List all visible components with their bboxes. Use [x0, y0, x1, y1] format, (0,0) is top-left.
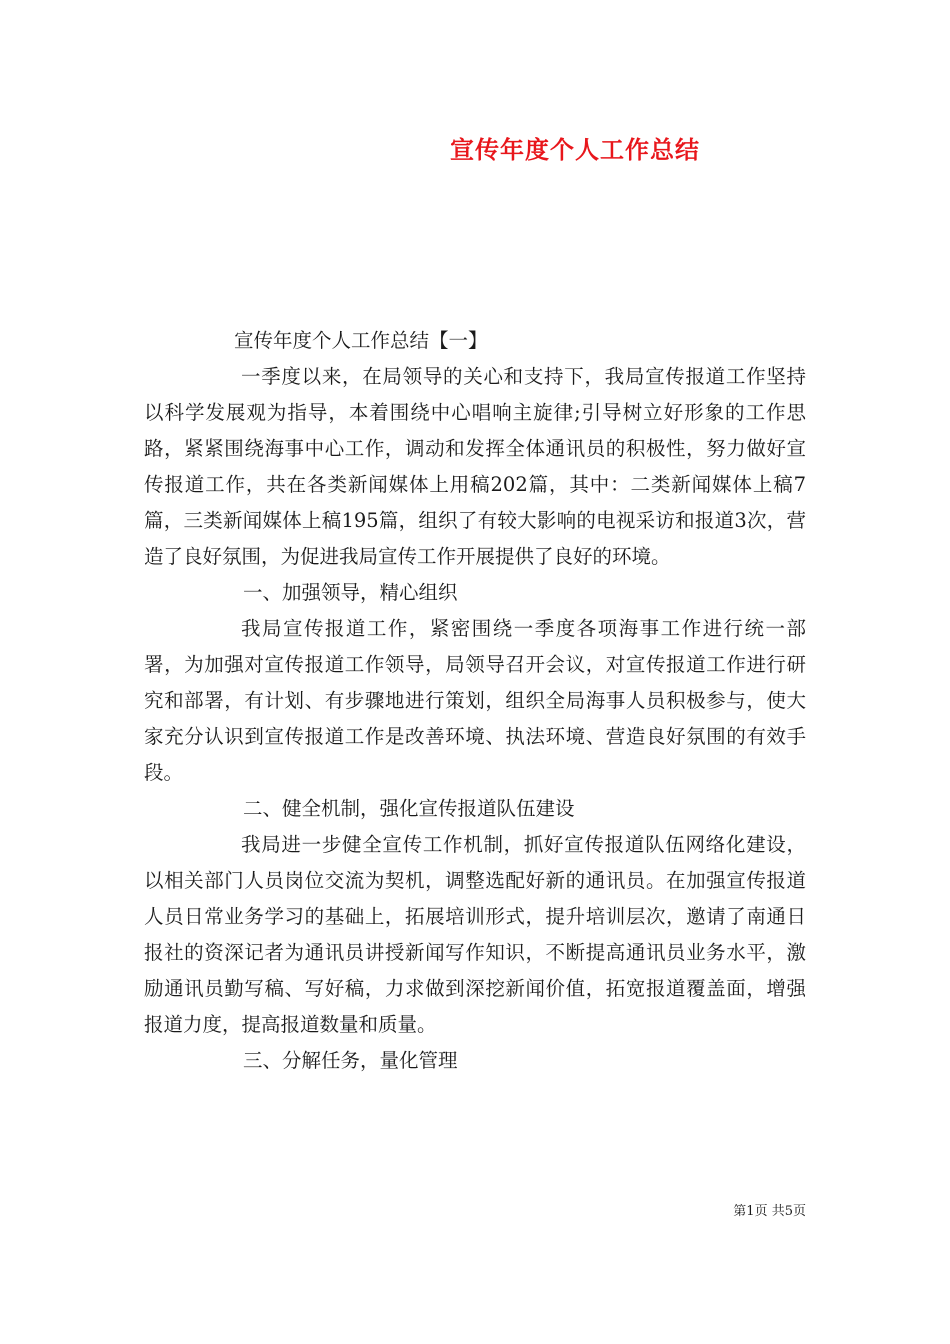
document-title: 宣传年度个人工作总结	[450, 136, 700, 164]
page-number-suffix: 页	[792, 1204, 806, 1219]
body-paragraph-3: 我局进一步健全宣传工作机制，抓好宣传报道队伍网络化建设，以相关部门人员岗位交流为契机，调整选配好新的通讯员。在加强宣传报道人员日常业务学习的基础上，拓展培训形式，提升培训层次，邀请了南通日报社的资深记者为通讯员讲授新闻写作知识，不断提高通讯员业务水平，激励通讯员勤写稿、写好稿，力求做到深挖新闻价值，拓宽报道覆盖面，增强报道力度，提高报道数量和质量。	[144, 833, 806, 1036]
page-number-current: 1	[746, 1204, 755, 1219]
section-heading-3: 三、分解任务，量化管理	[243, 1049, 458, 1072]
page-number-total: 5	[784, 1204, 793, 1219]
document-subtitle: 宣传年度个人工作总结【一】	[234, 329, 488, 352]
section-heading-2: 二、健全机制，强化宣传报道队伍建设	[243, 797, 575, 820]
document-body	[144, 323, 806, 1079]
body-paragraph-1: 一季度以来，在局领导的关心和支持下，我局宣传报道工作坚持以科学发展观为指导，本着围绕中心唱响主旋律;引导树立好形象的工作思路，紧紧围绕海事中心工作，调动和发挥全体通讯员的积极性，努力做好宣传报道工作，共在各类新闻媒体上用稿202篇，其中：二类新闻媒体上稿7篇，三类新闻媒体上稿195篇，组织了有较大影响的电视采访和报道3次，营造了良好氛围，为促进我局宣传工作开展提供了良好的环境。	[144, 365, 806, 568]
body-paragraph-2: 我局宣传报道工作，紧密围绕一季度各项海事工作进行统一部署，为加强对宣传报道工作领导，局领导召开会议，对宣传报道工作进行研究和部署，有计划、有步骤地进行策划，组织全局海事人员积极参与，使大家充分认识到宣传报道工作是改善环境、执法环境、营造良好氛围的有效手段。	[144, 617, 806, 784]
section-heading-1: 一、加强领导，精心组织	[243, 581, 458, 604]
page-number-middle: 页 共	[754, 1204, 785, 1219]
page-number-prefix: 第	[733, 1204, 747, 1219]
page-footer	[733, 1202, 806, 1222]
